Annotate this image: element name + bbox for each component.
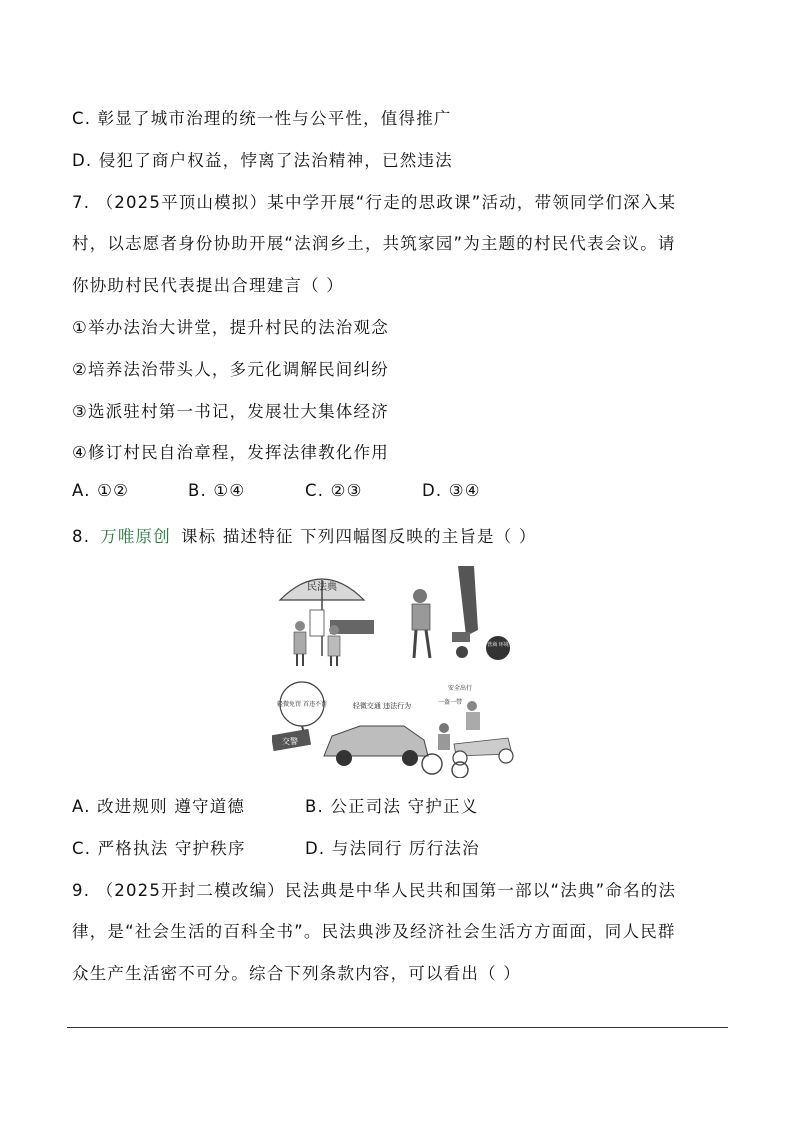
q7-item-4: ④修订村民自治章程，发挥法律教化作用 [72,443,389,462]
panel-traffic [272,682,428,766]
safety-label-2: 一盔一带 [438,699,463,706]
q9-stem-line1: 9. （2025开封二模改编）民法典是中华人民共和国第一部以“法典”命名的法 [72,881,677,900]
q7-item-2: ②培养法治带头人，多元化调解民间纠纷 [72,360,389,379]
q7-stem-line1: 7. （2025平顶山模拟）某中学开展“行走的思政课”活动，带领同学们深入某 [72,193,677,212]
q8-tag: 万唯原创 [100,527,171,546]
q9-stem-line3: 众生产生活密不可分。综合下列条款内容，可以看出（ ） [72,964,521,983]
sign-label: 轻微免罚 首违不罚 [277,701,327,708]
q7-item-3: ③选派驻村第一书记，发展壮大集体经济 [72,402,389,421]
q7-option-d: D. ③④ [422,481,481,500]
q6-option-d: D. 侵犯了商户权益，悖离了法治精神，已然违法 [72,151,453,170]
q8-stem-text: 课标 描述特征 下列四幅图反映的主旨是（ ） [180,527,537,546]
q7-option-c: C. ②③ [305,481,363,500]
police-label: 交警 [282,737,298,746]
q8-option-a: A. 改进规则 遵守道德 [72,797,246,816]
q8-option-d: D. 与法同行 厉行法治 [305,839,480,858]
q8-stem [72,523,537,547]
badge-label: 营商 环境 [487,642,509,648]
q7-option-a: A. ①② [72,481,130,500]
q7-stem-line2: 村，以志愿者身份协助开展“法润乡土，共筑家园”为主题的村民代表会议。请 [72,234,676,253]
panel-umbrella [280,579,374,666]
q7-option-b: B. ①④ [188,481,246,500]
q8-option-c: C. 严格执法 守护秩序 [72,839,246,858]
q8-illustration [272,560,522,778]
q6-option-c: C. 彰显了城市治理的统一性与公平性，值得推广 [72,109,452,128]
q8-option-b: B. 公正司法 守护正义 [305,797,479,816]
panel-business [412,566,510,660]
q7-item-1: ①举办法治大讲堂，提升村民的法治观念 [72,318,389,337]
panel-safety [422,684,513,778]
car-label: 轻微交通 违法行为 [352,702,412,710]
q8-number: 8. [72,527,91,546]
q7-stem-line3: 你协助村民代表提出合理建言（ ） [72,276,344,295]
q9-stem-line2: 律，是“社会生活的百科全书”。民法典涉及经济社会生活方方面面，同人民群 [72,922,676,941]
safety-label-1: 安全出行 [448,685,473,692]
footer-divider [67,1027,728,1028]
umbrella-label: 民法典 [307,582,337,593]
